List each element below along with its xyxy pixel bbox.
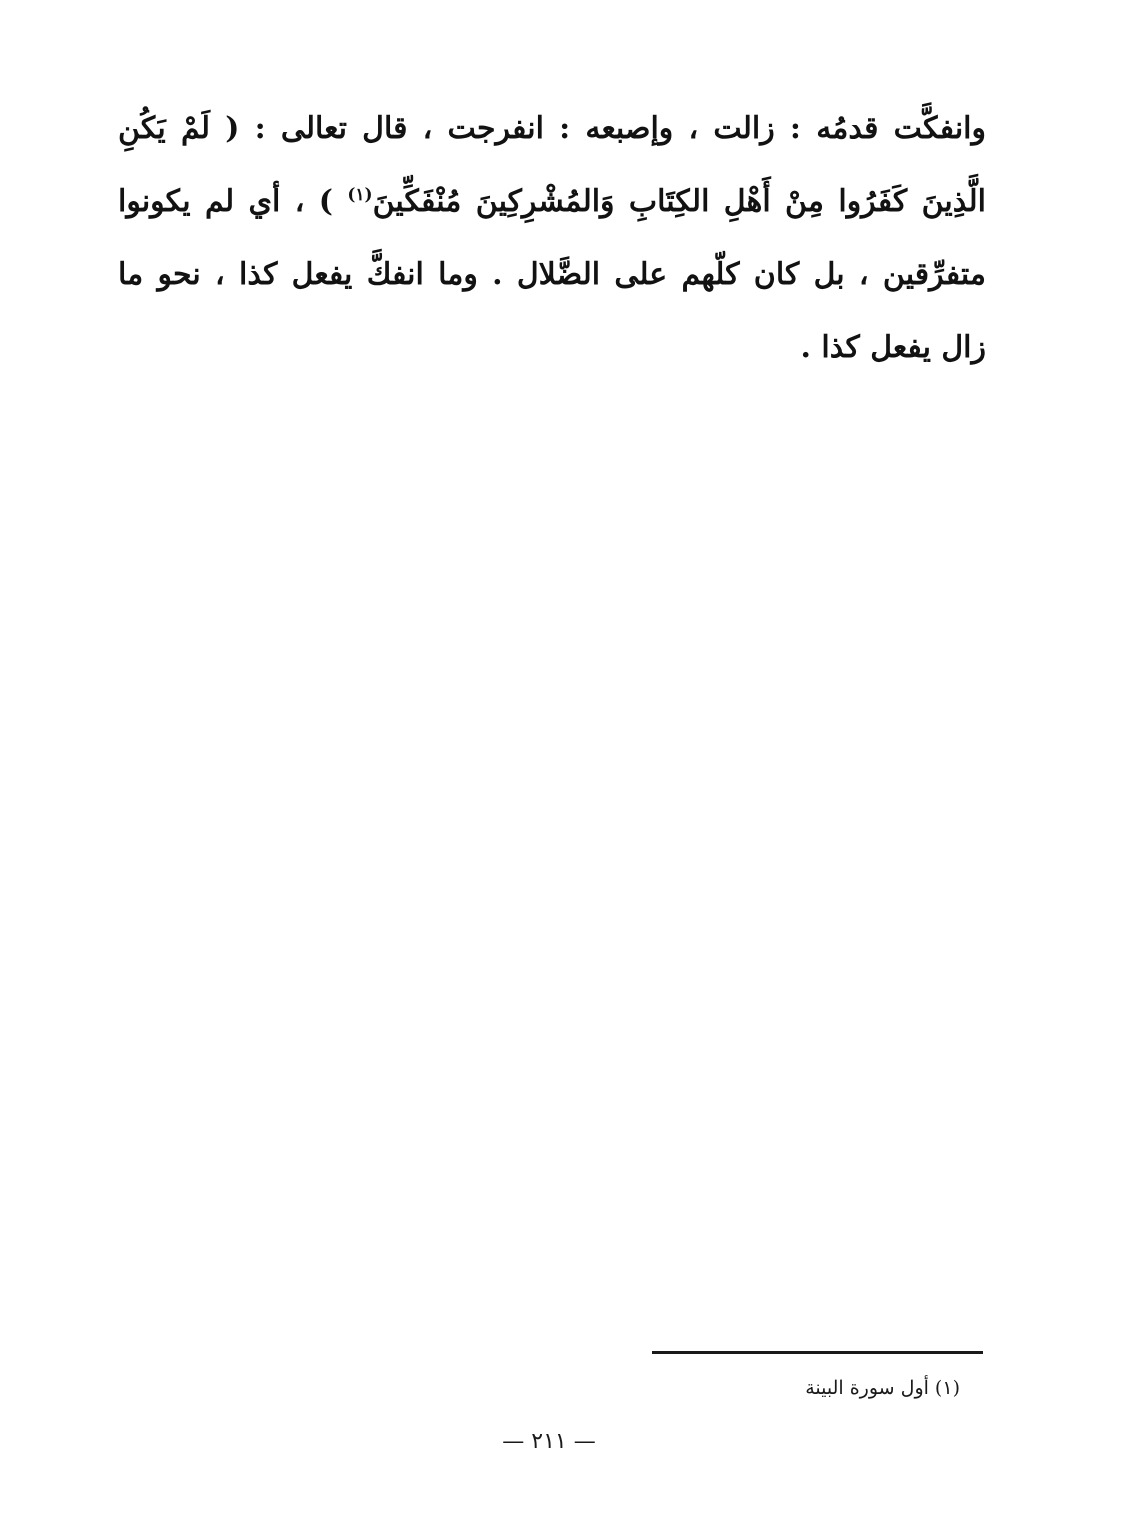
text-line-2-tail: ) ، أي لم يكونوا — [118, 184, 333, 219]
text-line-2: الَّذِينَ كَفَرُوا مِنْ أَهْلِ الكِتَابِ وَالمُشْرِكِينَ مُنْفَكِّينَ — [372, 184, 986, 219]
text-line-3: متفرِّقين ، بل كان كلّهم على الضَّلال . وما انفكَّ يفعل كذا ، نحو ما زال — [118, 257, 986, 365]
text-line-1: وانفكَّت قدمُه : زالت ، وإصبعه : انفرجت ، قال تعالى : ( لَمْ يَكُنِ — [118, 111, 986, 146]
text-line-4: يفعل كذا . — [800, 330, 931, 365]
footnote-separator — [652, 1351, 983, 1354]
page-number: — ٢١١ — — [502, 1429, 596, 1454]
body-paragraph — [118, 92, 986, 384]
footnote-reference[interactable]: (١) — [347, 185, 373, 205]
footnote: (١) أول سورة البينة — [805, 1377, 960, 1399]
